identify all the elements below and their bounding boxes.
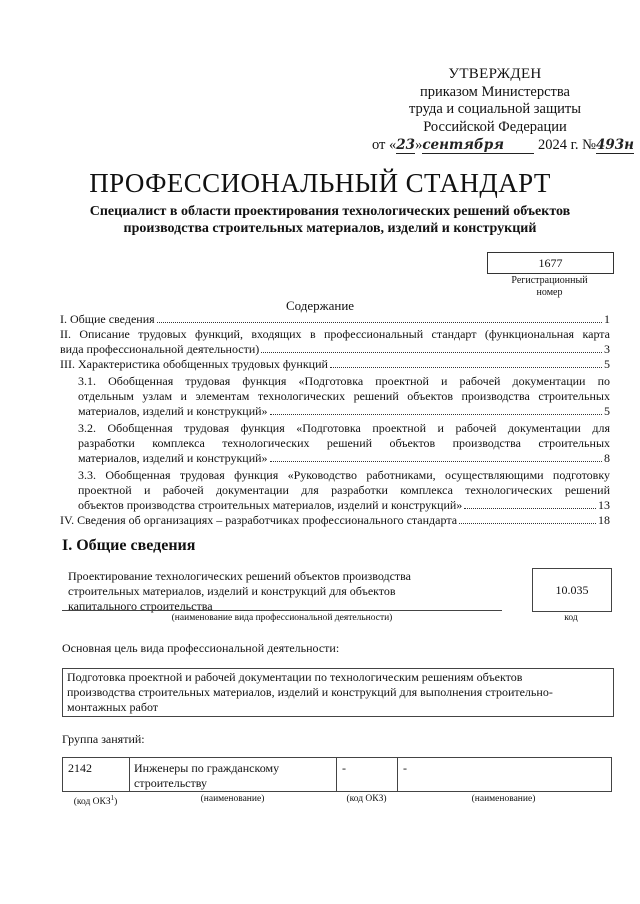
occupation-group-label: Группа занятий: xyxy=(62,732,145,746)
name-caption-2: (наименование) xyxy=(471,794,536,804)
caption-text: ) xyxy=(114,797,118,808)
section-heading: I. Общие сведения xyxy=(62,537,196,554)
activity-line: строительных материалов, изделий и конструкций для объектов xyxy=(68,584,396,598)
approval-block xyxy=(380,66,610,136)
okz-code-caption-1 xyxy=(62,794,129,807)
toc-title: Содержание xyxy=(285,298,355,313)
toc-item-page: 3 xyxy=(604,342,610,356)
activity-line: капитального строительства xyxy=(68,599,213,613)
toc-item-text: 3.2. Обобщенная трудовая функция «Подготовка проектной и рабочей документации для xyxy=(78,421,610,435)
approval-line-2: труда и социальной защиты xyxy=(409,101,581,117)
toc-item-page: 13 xyxy=(598,498,610,512)
toc-item-1 xyxy=(60,312,610,327)
activity-name xyxy=(68,569,498,614)
toc-item-page: 5 xyxy=(604,357,610,371)
approval-date-line xyxy=(372,137,635,154)
toc-item-3-3 xyxy=(60,468,610,513)
toc-item-text: вида профессиональной деятельности) xyxy=(60,342,260,356)
registration-number-box: 1677 xyxy=(487,252,614,274)
toc-item-4 xyxy=(60,513,610,528)
approval-line-1: приказом Министерства xyxy=(420,83,570,100)
goal-box xyxy=(62,668,614,717)
activity-caption: (наименование вида профессиональной деятельности) xyxy=(171,613,393,623)
approval-heading: УТВЕРЖДЕН xyxy=(448,66,542,82)
registration-label-line-2: номер xyxy=(536,287,563,298)
toc-item-page: 5 xyxy=(604,404,610,418)
occupation-group-table xyxy=(62,757,612,792)
toc-item-2 xyxy=(60,327,610,357)
approval-line-3: Российской Федерации xyxy=(423,118,567,135)
date-prefix: от « xyxy=(372,137,397,153)
occupation-name-line: строительству xyxy=(134,776,207,790)
okz-code-2: - xyxy=(342,761,346,775)
toc-item-text: проектной и рабочей документации для разработки комплекса технологических решений xyxy=(78,483,610,497)
date-mid: » xyxy=(415,137,423,153)
toc-item-text: отдельным узлам и элементам технологических решений объектов производства строительных xyxy=(78,389,610,403)
toc-item-text: III. Характеристика обобщенных трудовых функций xyxy=(60,357,328,371)
activity-line: Проектирование технологических решений объектов производства xyxy=(68,569,411,583)
occupation-name-1 xyxy=(134,761,332,791)
toc-item-page: 8 xyxy=(604,451,610,465)
code-caption: код xyxy=(564,613,578,623)
toc-item-text: II. Описание трудовых функций, входящих в профессиональный стандарт (функциональная карта xyxy=(60,327,610,341)
toc-item-text: материалов, изделий и конструкций» xyxy=(78,451,268,465)
table-of-contents xyxy=(60,312,610,528)
occupation-name-line: Инженеры по гражданскому xyxy=(134,761,280,775)
toc-item-text: объектов производства строительных материалов, изделий и конструкций» xyxy=(78,498,463,512)
toc-item-text: 3.3. Обобщенная трудовая функция «Руководство работниками, осуществляющими подготовку xyxy=(78,468,610,482)
goal-line: производства строительных материалов, изделий и конструкций для выполнения строительно- xyxy=(67,685,553,699)
toc-item-text: материалов, изделий и конструкций» xyxy=(78,404,268,418)
toc-item-page: 18 xyxy=(598,513,610,527)
toc-item-text: разработки комплекса технологических решений объектов производства строительных xyxy=(78,436,610,450)
toc-item-text: I. Общие сведения xyxy=(60,312,155,326)
handwritten-day: 23 xyxy=(396,137,416,153)
okz-code-caption-2: (код ОКЗ) xyxy=(346,794,387,804)
caption-text: (код ОКЗ xyxy=(73,797,111,808)
footnote-marker: 1 xyxy=(110,794,115,802)
toc-item-page: 1 xyxy=(604,312,610,326)
name-caption-1: (наименование) xyxy=(200,794,265,804)
document-subtitle xyxy=(40,203,620,237)
toc-item-3-1 xyxy=(60,374,610,419)
handwritten-month: сентября xyxy=(422,138,534,154)
handwritten-order-number: 493н xyxy=(595,137,635,153)
goal-line: Подготовка проектной и рабочей документации по технологическим решениям объектов xyxy=(67,670,523,684)
registration-number-label xyxy=(487,275,612,299)
toc-item-text: 3.1. Обобщенная трудовая функция «Подготовка проектной и рабочей документации по xyxy=(78,374,610,388)
okz-code-1: 2142 xyxy=(68,761,92,775)
goal-label: Основная цель вида профессиональной деятельности: xyxy=(62,641,340,655)
document-title: ПРОФЕССИОНАЛЬНЫЙ СТАНДАРТ xyxy=(89,168,551,198)
toc-item-text: IV. Сведения об организациях – разработчиках профессионального стандарта xyxy=(60,513,458,527)
toc-item-3 xyxy=(60,357,610,372)
date-year: 2024 г. № xyxy=(537,137,596,153)
subtitle-line-1: Специалист в области проектирования технологических решений объектов xyxy=(89,204,571,219)
goal-line: монтажных работ xyxy=(67,700,159,714)
registration-label-line-1: Регистрационный xyxy=(511,275,588,286)
subtitle-line-2: производства строительных материалов, изделий и конструкций xyxy=(123,221,537,236)
toc-item-3-2 xyxy=(60,421,610,466)
occupation-name-2: - xyxy=(403,761,407,775)
activity-code-box: 10.035 xyxy=(532,568,612,612)
activity-underline xyxy=(62,610,502,611)
